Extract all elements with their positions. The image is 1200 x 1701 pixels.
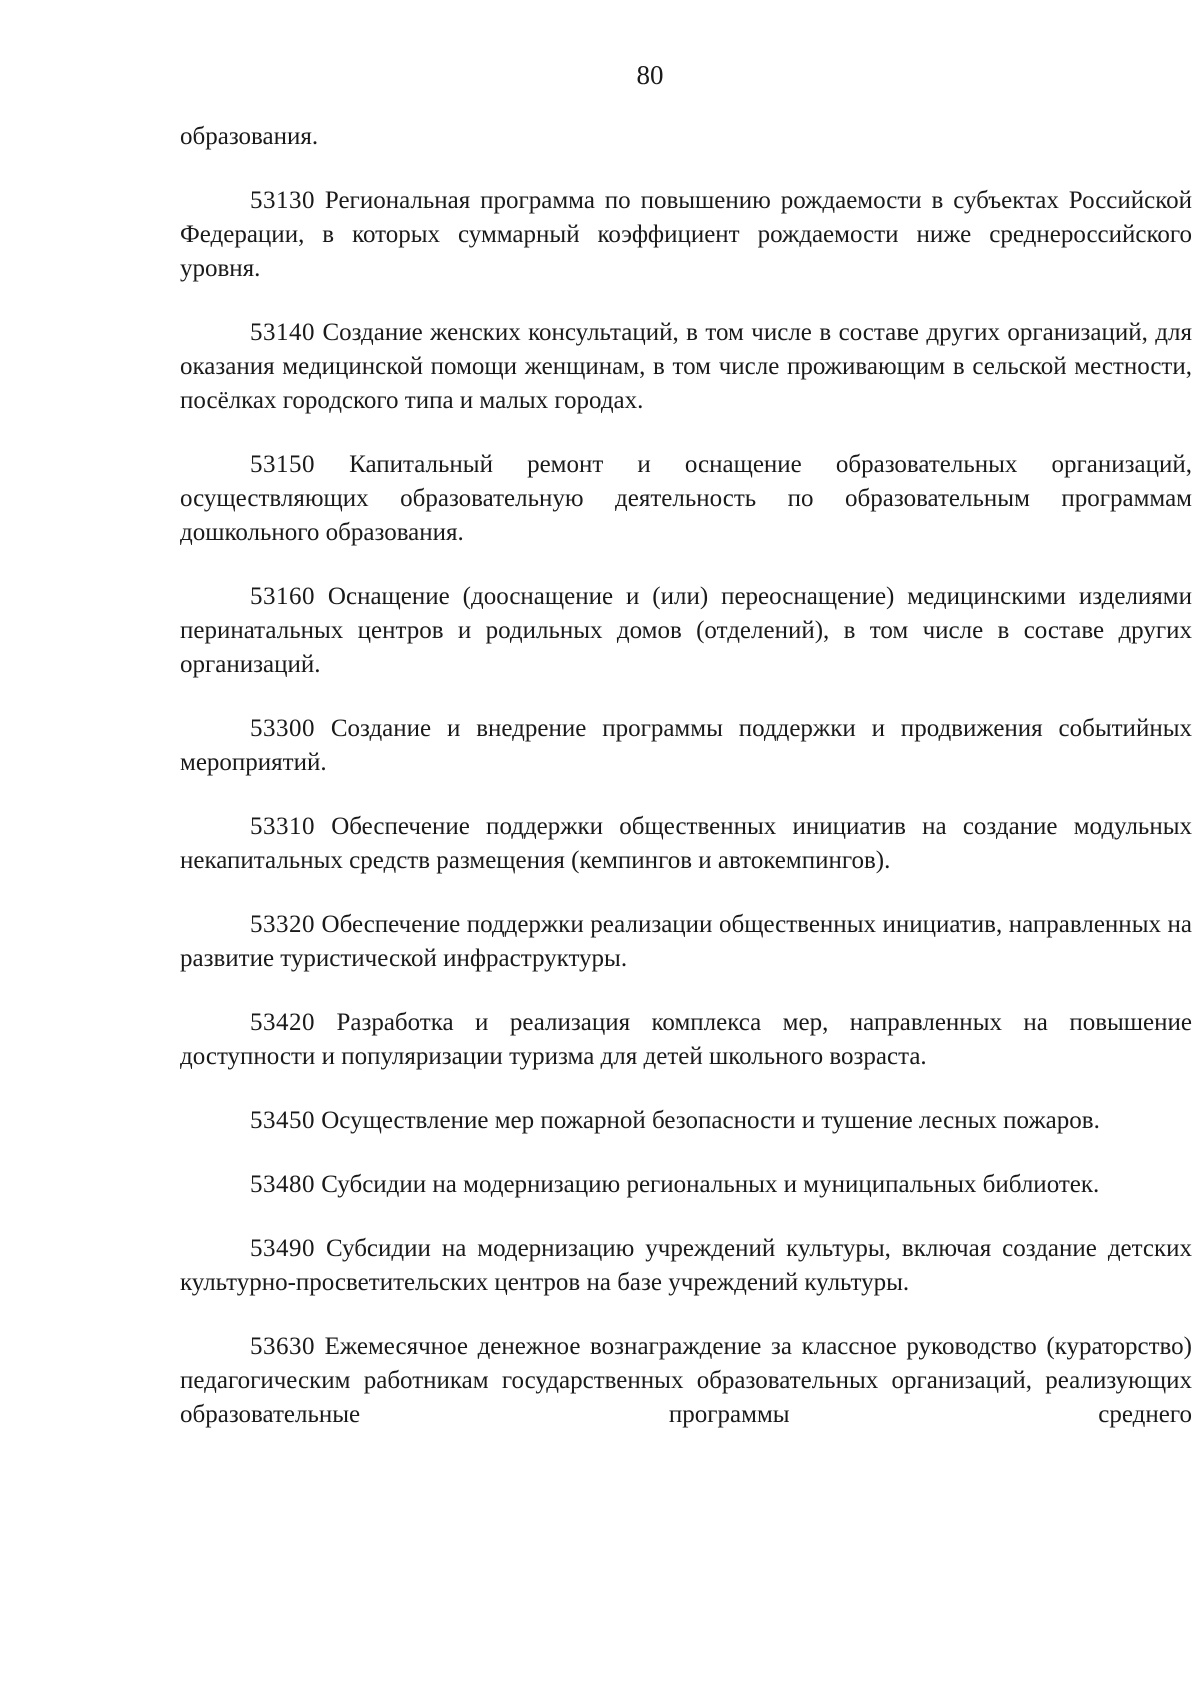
paragraph-53480 <box>180 1168 1192 1202</box>
document-body <box>180 120 1192 1462</box>
paragraph-code: 53450 <box>250 1107 315 1134</box>
paragraph-code: 53420 <box>250 1009 315 1036</box>
paragraph-code: 53320 <box>250 911 315 938</box>
paragraph-code: 53480 <box>250 1171 315 1198</box>
paragraph-continuation <box>180 120 1192 154</box>
paragraph-53140 <box>180 316 1192 418</box>
paragraph-53420 <box>180 1006 1192 1074</box>
paragraph-code: 53300 <box>250 715 315 742</box>
paragraph-text: образования. <box>180 123 319 150</box>
paragraph-text: Создание женских консультаций, в том числе в составе других организаций, для оказания медицинской помощи женщинам, в том числе проживающим в сельской местности, посёлках городского типа и малых городах. <box>180 319 1193 414</box>
paragraph-code: 53630 <box>250 1333 315 1360</box>
paragraph-53450 <box>180 1104 1192 1138</box>
page-number: 80 <box>636 60 664 90</box>
paragraph-text: Субсидии на модернизацию региональных и муниципальных библиотек. <box>321 1171 1100 1198</box>
paragraph-text: Обеспечение поддержки реализации общественных инициатив, направленных на развитие туристической инфраструктуры. <box>180 911 1193 972</box>
paragraph-text: Оснащение (дооснащение и (или) переоснащение) медицинскими изделиями перинатальных центров и родильных домов (отделений), в том числе в составе других организаций. <box>180 583 1193 678</box>
paragraph-code: 53160 <box>250 583 315 610</box>
paragraph-53490 <box>180 1232 1192 1300</box>
paragraph-text: Создание и внедрение программы поддержки и продвижения событийных мероприятий. <box>180 715 1192 776</box>
paragraph-53320 <box>180 908 1192 976</box>
paragraph-code: 53130 <box>250 187 315 214</box>
paragraph-53130 <box>180 184 1192 286</box>
paragraph-53300 <box>180 712 1192 780</box>
paragraph-code: 53310 <box>250 813 315 840</box>
paragraph-53160 <box>180 580 1192 682</box>
paragraph-53630 <box>180 1330 1192 1432</box>
paragraph-53310 <box>180 810 1192 878</box>
paragraph-code: 53150 <box>250 451 315 478</box>
paragraph-code: 53490 <box>250 1235 315 1262</box>
paragraph-text: Осуществление мер пожарной безопасности и тушение лесных пожаров. <box>321 1107 1100 1134</box>
paragraph-text: Капитальный ремонт и оснащение образовательных организаций, осуществляющих образовательную деятельность по образовательным программам дошкольного образования. <box>180 451 1192 546</box>
paragraph-text: Разработка и реализация комплекса мер, направленных на повышение доступности и популяризации туризма для детей школьного возраста. <box>180 1009 1192 1070</box>
paragraph-53150 <box>180 448 1192 550</box>
paragraph-code: 53140 <box>250 319 315 346</box>
paragraph-text: Обеспечение поддержки общественных инициатив на создание модульных некапитальных средств размещения (кемпингов и автокемпингов). <box>180 813 1193 874</box>
paragraph-text: Ежемесячное денежное вознаграждение за классное руководство (кураторство) педагогическим работникам государственных образовательных организаций, реализующих образовательные программы среднего <box>180 1333 1193 1428</box>
paragraph-text: Региональная программа по повышению рождаемости в субъектах Российской Федерации, в которых суммарный коэффициент рождаемости ниже среднероссийского уровня. <box>180 187 1192 282</box>
paragraph-text: Субсидии на модернизацию учреждений культуры, включая создание детских культурно-просветительских центров на базе учреждений культуры. <box>180 1235 1192 1296</box>
